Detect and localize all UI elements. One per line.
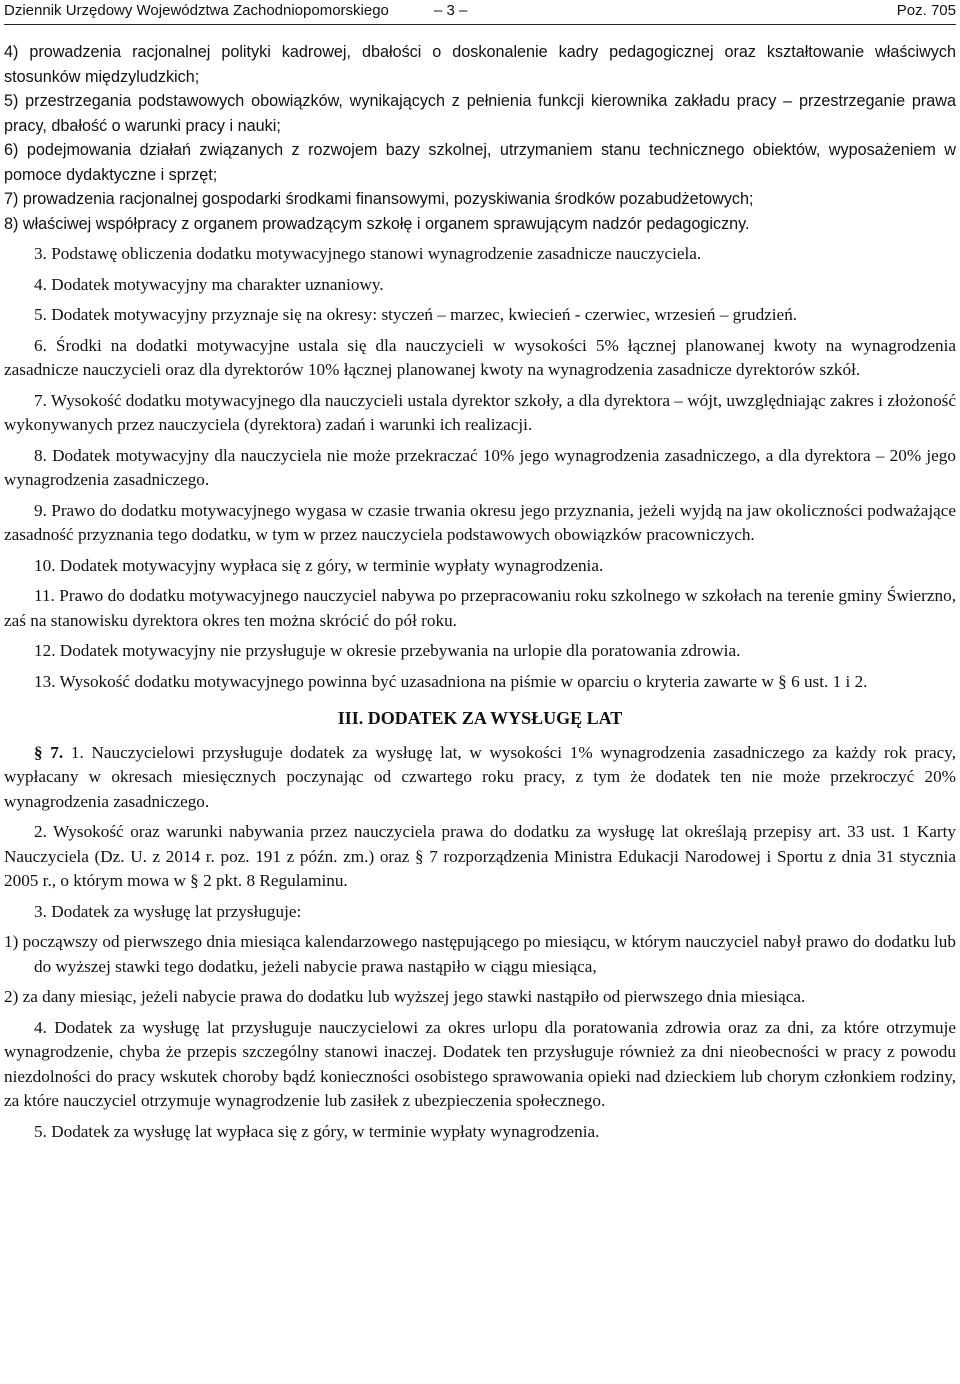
list-item-7: 7) prowadzenia racjonalnej gospodarki środkami finansowymi, pozyskiwania środków pozabudżetowych; bbox=[4, 190, 754, 208]
paragraph-9: 9. Prawo do dodatku motywacyjnego wygasa w czasie trwania okresu jego przyznania, jeżeli wyjdą na jaw okoliczności podważające zasadność przyznania tego dodatku, w tym w przez nauczyciela podstawowych obowiązków pracowniczych. bbox=[4, 500, 956, 544]
page-number: – 3 – bbox=[434, 2, 468, 19]
list-item-8: 8) właściwej współpracy z organem prowadzącym szkołę i organem sprawującym nadzór pedagogiczny. bbox=[4, 214, 750, 233]
paragraph-7-section-1-text: 1. Nauczycielowi przysługuje dodatek za wysługę lat, w wysokości 1% wynagrodzenia zasadniczego za każdy rok pracy, wypłacany w okresach miesięcznych poczynając od czwartego roku pracy, z tym że dodatek ten nie może przekroczyć 20% wynagrodzenia zasadniczego. bbox=[4, 742, 956, 811]
paragraph-7-section-1 bbox=[4, 741, 956, 815]
paragraph-4: 4. Dodatek motywacyjny ma charakter uznaniowy. bbox=[34, 274, 384, 294]
section-heading: III. DODATEK ZA WYSŁUGĘ LAT bbox=[337, 708, 623, 728]
document-body bbox=[4, 40, 956, 1144]
paragraph-10: 10. Dodatek motywacyjny wypłaca się z góry, w terminie wypłaty wynagrodzenia. bbox=[34, 555, 604, 575]
section-3-point-2: 2) za dany miesiąc, jeżeli nabycie prawa do dodatku lub wyższej jego stawki nastąpiło od pierwszego dnia miesiąca. bbox=[4, 987, 806, 1006]
paragraph-13: 13. Wysokość dodatku motywacyjnego powinna być uzasadniona na piśmie w oparciu o kryteria zawarte w § 6 ust. 1 i 2. bbox=[34, 671, 868, 691]
list-item-6: 6) podejmowania działań związanych z rozwojem bazy szkolnej, utrzymaniem stanu technicznego obiektów, wyposażeniem w pomoce dydaktyczne i sprzęt; bbox=[4, 141, 956, 184]
paragraph-7: 7. Wysokość dodatku motywacyjnego dla nauczycieli ustala dyrektor szkoły, a dla dyrektora – wójt, uwzględniając zakres i złożoność wykonywanych przez nauczyciela (dyrektora) zadań i warunki ich realizacji. bbox=[4, 390, 956, 434]
item-position: Poz. 705 bbox=[896, 2, 956, 19]
paragraph-7-section-3: 3. Dodatek za wysługę lat przysługuje: bbox=[34, 901, 302, 921]
paragraph-7-section-2: 2. Wysokość oraz warunki nabywania przez nauczyciela prawa do dodatku za wysługę lat określają przepisy art. 33 ust. 1 Karty Nauczyciela (Dz. U. z 2014 r. poz. 191 z późn. zm.) oraz § 7 rozporządzenia Ministra Edukacji Narodowej i Sportu z dnia 31 stycznia 2005 r., o którym mowa w § 2 pkt. 8 Regulaminu. bbox=[4, 822, 956, 890]
page-header bbox=[4, 0, 956, 25]
list-item-4: 4) prowadzenia racjonalnej polityki kadrowej, dbałości o doskonalenie kadry pedagogicznej oraz kształtowanie właściwych stosunków międzyludzkich; bbox=[4, 43, 956, 86]
paragraph-6: 6. Środki na dodatki motywacyjne ustala się dla nauczycieli w wysokości 5% łącznej planowanej kwoty na wynagrodzenia zasadnicze nauczycieli oraz dla dyrektorów 10% łącznej planowanej kwoty na wynagrodzenia zasadnicze dyrektorów szkół. bbox=[4, 335, 956, 379]
list-items-4-8 bbox=[4, 40, 956, 236]
paragraph-12: 12. Dodatek motywacyjny nie przysługuje w okresie przebywania na urlopie dla poratowania zdrowia. bbox=[34, 641, 741, 660]
paragraph-8: 8. Dodatek motywacyjny dla nauczyciela nie może przekraczać 10% jego wynagrodzenia zasadniczego, a dla dyrektora – 20% jego wynagrodzenia zasadniczego. bbox=[4, 445, 956, 489]
paragraph-7-section-4: 4. Dodatek za wysługę lat przysługuje nauczycielowi za okres urlopu dla poratowania zdrowia oraz za dni, za które otrzymuje wynagrodzenie, chyba że przepis szczególny stanowi inaczej. Dodatek ten przysługuje również za dni nieobecności w pracy z powodu niezdolności do pracy wskutek choroby bądź konieczności osobistego sprawowania opieki nad dzieckiem lub chorym członkiem rodziny, za które nauczyciel otrzymuje wynagrodzenie lub zasiłek z ubezpieczenia społecznego. bbox=[4, 1017, 956, 1110]
journal-title: Dziennik Urzędowy Województwa Zachodniopomorskiego bbox=[4, 2, 389, 19]
paragraph-3: 3. Podstawę obliczenia dodatku motywacyjnego stanowi wynagrodzenie zasadnicze nauczyciela. bbox=[34, 244, 702, 263]
paragraph-7-section-5: 5. Dodatek za wysługę lat wypłaca się z góry, w terminie wypłaty wynagrodzenia. bbox=[34, 1121, 600, 1141]
section-3-point-1: 1) począwszy od pierwszego dnia miesiąca kalendarzowego następującego po miesiącu, w którym nauczyciel nabył prawo do dodatku lub do wyższej stawki tego dodatku, jeżeli nabycie prawa nastąpiło w ciągu miesiąca, bbox=[4, 932, 956, 976]
list-item-5: 5) przestrzegania podstawowych obowiązków, wynikających z pełnienia funkcji kierownika zakładu pracy – przestrzeganie prawa pracy, dbałość o warunki pracy i nauki; bbox=[4, 92, 956, 135]
paragraph-11: 11. Prawo do dodatku motywacyjnego nauczyciel nabywa po przepracowaniu roku szkolnego w szkołach na terenie gminy Świerzno, zaś na stanowisku dyrektora okres ten można skrócić do pół roku. bbox=[4, 586, 956, 630]
paragraph-mark: § 7. bbox=[34, 742, 64, 762]
paragraph-5: 5. Dodatek motywacyjny przyznaje się na okresy: styczeń – marzec, kwiecień - czerwiec, wrzesień – grudzień. bbox=[34, 305, 798, 324]
